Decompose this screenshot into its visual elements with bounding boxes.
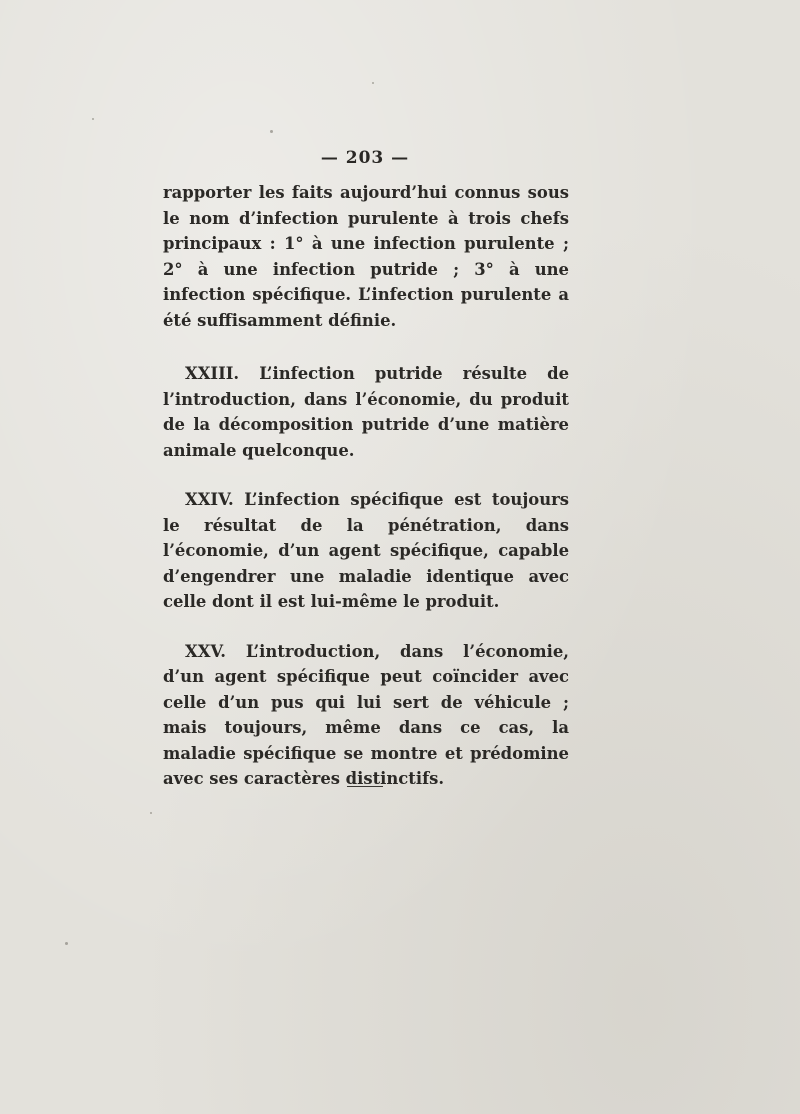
paper-speck xyxy=(372,82,374,84)
paper-speck xyxy=(92,118,94,120)
paper-speck xyxy=(270,130,273,133)
page-number: — 203 — xyxy=(320,148,410,168)
paragraph-continuation: rapporter les faits aujourd’hui connus sous le nom d’infection purulente à trois chefs principaux : 1° à une infection purulente ; 2° à une infection putride ; 3° à une infection spécifique. L’infection purulente a été suffisamment définie. xyxy=(163,183,569,330)
paper-speck xyxy=(65,942,68,945)
paper-speck xyxy=(150,812,152,814)
paragraph-xxiii: XXIII. L’infection putride résulte de l’introduction, dans l’économie, du produit de la décomposition putride d’une matière animale quelconque. xyxy=(163,364,569,460)
end-rule xyxy=(347,786,383,787)
paragraph-xxv: XXV. L’introduction, dans l’économie, d’un agent spécifique peut coïncider avec celle d’un pus qui lui sert de véhicule ; mais toujours, même dans ce cas, la maladie spécifique se montre et prédomine avec ses caractères distinctifs. xyxy=(163,641,569,788)
body-text xyxy=(163,180,569,792)
paragraph-xxiv: XXIV. L’infection spécifique est toujours le résultat de la pénétration, dans l’économie, d’un agent spécifique, capable d’engendrer une maladie identique avec celle dont il est lui-même le produit. xyxy=(163,490,569,611)
